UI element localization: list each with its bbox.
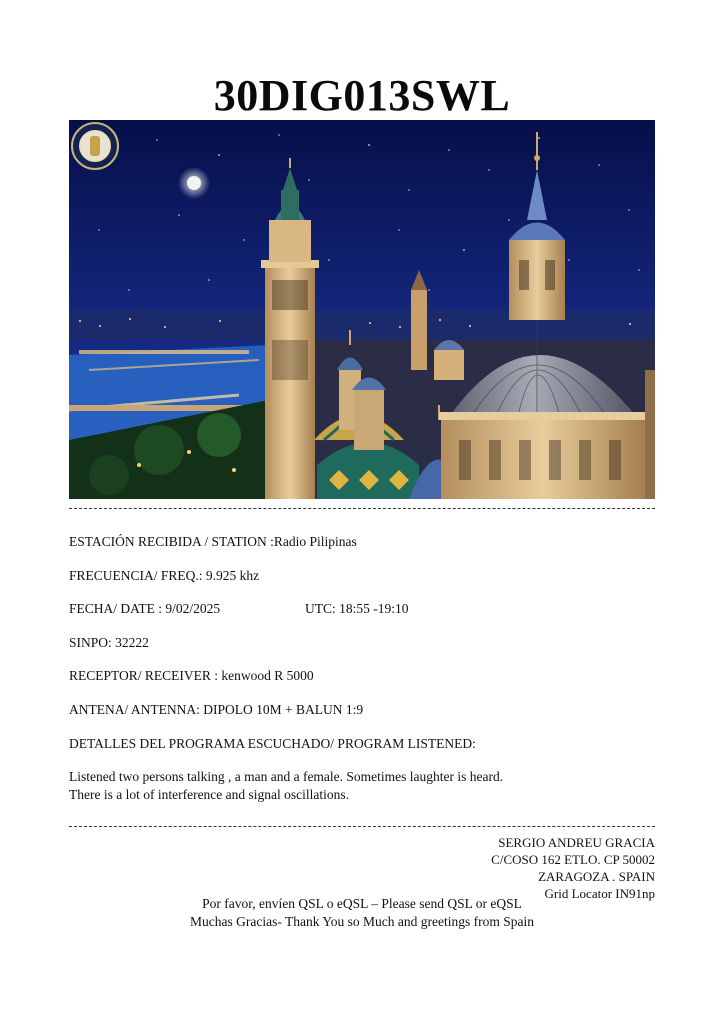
receiver-field: RECEPTOR/ RECEIVER : kenwood R 5000 <box>69 668 314 683</box>
separator-bottom <box>69 826 655 827</box>
sender-city: ZARAGOZA . SPAIN <box>538 869 655 884</box>
sender-address: C/COSO 162 ETLO. CP 50002 <box>491 852 655 867</box>
separator-top <box>69 508 655 509</box>
program-heading: DETALLES DEL PROGRAMA ESCUCHADO/ PROGRAM LISTENED: <box>69 736 476 751</box>
sinpo-field: SINPO: 32222 <box>69 635 149 650</box>
night-cathedral-photo <box>69 120 655 499</box>
footer-thanks: Muchas Gracias- Thank You so Much and greetings from Spain <box>190 914 534 929</box>
station-field: ESTACIÓN RECIBIDA / STATION :Radio Pilipinas <box>69 534 357 549</box>
antenna-field: ANTENA/ ANTENNA: DIPOLO 10M + BALUN 1:9 <box>69 702 364 717</box>
date-field: FECHA/ DATE : 9/02/2025 <box>69 601 221 616</box>
sender-signature <box>491 834 655 902</box>
utc-field: UTC: 18:55 -19:10 <box>305 601 409 616</box>
sender-name: SERGIO ANDREU GRACIA <box>498 835 655 850</box>
grid-locator: Grid Locator IN91np <box>544 886 655 901</box>
program-line: Listened two persons talking , a man and a female. Sometimes laughter is heard. <box>69 769 504 784</box>
program-details <box>69 768 655 804</box>
frequency-field: FRECUENCIA/ FREQ.: 9.925 khz <box>69 568 260 583</box>
program-line: There is a lot of interference and signal oscillations. <box>69 787 350 802</box>
club-emblem-icon <box>71 122 119 170</box>
document-title: 30DIG013SWL <box>213 71 511 120</box>
footer-request: Por favor, envíen QSL o eQSL – Please send QSL or eQSL <box>202 896 522 911</box>
footer-message <box>0 895 724 931</box>
